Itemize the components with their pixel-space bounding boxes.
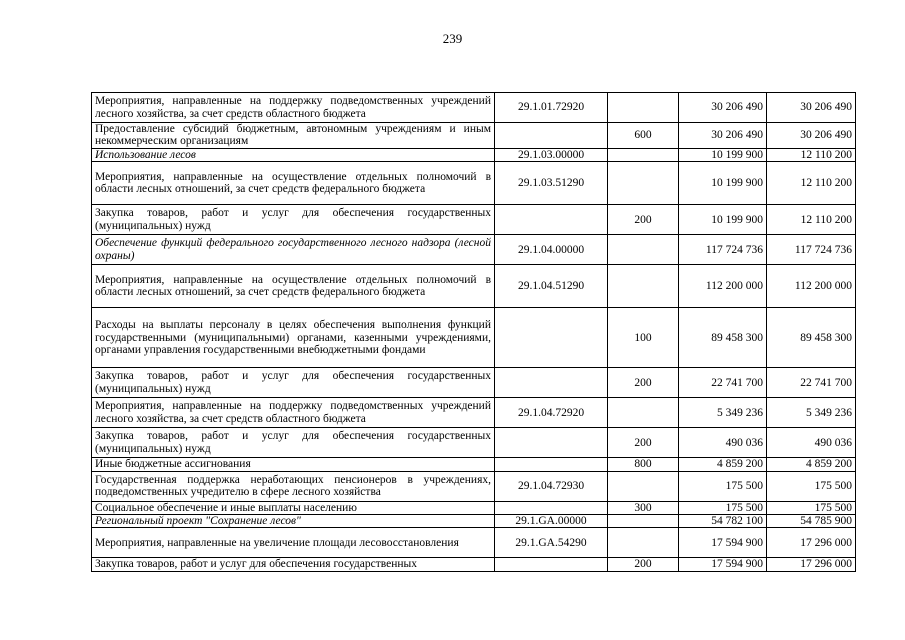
row-expense-type-cell [608, 162, 679, 205]
row-expense-type-cell: 300 [608, 501, 679, 514]
row-name-cell: Закупка товаров, работ и услуг для обеспечения государственных (муниципальных) нужд [92, 368, 495, 398]
row-amount-2-cell: 12 110 200 [767, 162, 856, 205]
row-amount-2-cell: 89 458 300 [767, 308, 856, 368]
row-amount-2-cell: 175 500 [767, 471, 856, 501]
row-name-cell: Иные бюджетные ассигнования [92, 458, 495, 471]
row-expense-type-cell [608, 235, 679, 265]
row-amount-2-cell: 4 859 200 [767, 458, 856, 471]
row-expense-type-cell: 200 [608, 205, 679, 235]
row-amount-1-cell: 10 199 900 [679, 148, 767, 161]
row-amount-1-cell: 30 206 490 [679, 93, 767, 123]
budget-table-body [92, 93, 856, 572]
row-name-cell: Мероприятия, направленные на увеличение площади лесовосстановления [92, 528, 495, 558]
row-code-cell [495, 123, 608, 149]
row-amount-1-cell: 112 200 000 [679, 265, 767, 308]
row-amount-1-cell: 175 500 [679, 501, 767, 514]
table-row [92, 308, 856, 368]
row-amount-2-cell: 490 036 [767, 428, 856, 458]
row-amount-1-cell: 54 782 100 [679, 515, 767, 528]
row-code-cell [495, 458, 608, 471]
row-amount-1-cell: 490 036 [679, 428, 767, 458]
table-row [92, 148, 856, 161]
table-row [92, 398, 856, 428]
table-row [92, 93, 856, 123]
table-row [92, 558, 856, 571]
row-code-cell [495, 501, 608, 514]
row-expense-type-cell [608, 528, 679, 558]
row-code-cell: 29.1.GA.54290 [495, 528, 608, 558]
table-row [92, 205, 856, 235]
row-expense-type-cell: 200 [608, 558, 679, 571]
row-code-cell: 29.1.03.00000 [495, 148, 608, 161]
row-amount-1-cell: 89 458 300 [679, 308, 767, 368]
row-amount-1-cell: 10 199 900 [679, 205, 767, 235]
row-name-cell: Мероприятия, направленные на поддержку подведомственных учреждений лесного хозяйства, за счет средств областного бюджета [92, 398, 495, 428]
row-code-cell: 29.1.03.51290 [495, 162, 608, 205]
budget-table [91, 92, 856, 572]
row-amount-2-cell: 30 206 490 [767, 93, 856, 123]
table-row [92, 471, 856, 501]
row-expense-type-cell [608, 471, 679, 501]
row-code-cell: 29.1.GA.00000 [495, 515, 608, 528]
row-code-cell: 29.1.04.72930 [495, 471, 608, 501]
row-amount-2-cell: 5 349 236 [767, 398, 856, 428]
row-amount-1-cell: 22 741 700 [679, 368, 767, 398]
row-name-cell: Мероприятия, направленные на поддержку подведомственных учреждений лесного хозяйства, за счет средств областного бюджета [92, 93, 495, 123]
row-amount-2-cell: 17 296 000 [767, 558, 856, 571]
row-name-cell: Использование лесов [92, 148, 495, 161]
table-row [92, 458, 856, 471]
row-amount-1-cell: 175 500 [679, 471, 767, 501]
row-name-cell: Региональный проект "Сохранение лесов" [92, 515, 495, 528]
row-expense-type-cell: 600 [608, 123, 679, 149]
table-row [92, 515, 856, 528]
row-expense-type-cell: 200 [608, 428, 679, 458]
row-name-cell: Мероприятия, направленные на осуществление отдельных полномочий в области лесных отношений, за счет средств федерального бюджета [92, 162, 495, 205]
table-row [92, 162, 856, 205]
row-amount-2-cell: 30 206 490 [767, 123, 856, 149]
row-amount-1-cell: 30 206 490 [679, 123, 767, 149]
row-code-cell: 29.1.04.72920 [495, 398, 608, 428]
page-number: 239 [442, 31, 463, 46]
row-name-cell: Обеспечение функций федерального государственного лесного надзора (лесной охраны) [92, 235, 495, 265]
row-name-cell: Государственная поддержка неработающих пенсионеров в учреждениях, подведомственных учредителю в сфере лесного хозяйства [92, 471, 495, 501]
row-expense-type-cell [608, 93, 679, 123]
row-amount-2-cell: 12 110 200 [767, 205, 856, 235]
row-name-cell: Закупка товаров, работ и услуг для обеспечения государственных (муниципальных) нужд [92, 205, 495, 235]
table-row [92, 235, 856, 265]
row-amount-2-cell: 117 724 736 [767, 235, 856, 265]
row-expense-type-cell [608, 515, 679, 528]
row-name-cell: Закупка товаров, работ и услуг для обеспечения государственных [92, 558, 495, 571]
row-expense-type-cell: 100 [608, 308, 679, 368]
row-amount-2-cell: 22 741 700 [767, 368, 856, 398]
row-name-cell: Расходы на выплаты персоналу в целях обеспечения выполнения функций государственными (муниципальными) органами, казенными учреждениями, органами управления государственными внебюджетными фондами [92, 308, 495, 368]
row-code-cell: 29.1.04.00000 [495, 235, 608, 265]
row-name-cell: Социальное обеспечение и иные выплаты населению [92, 501, 495, 514]
row-amount-2-cell: 12 110 200 [767, 148, 856, 161]
row-code-cell [495, 558, 608, 571]
table-row [92, 265, 856, 308]
row-amount-1-cell: 4 859 200 [679, 458, 767, 471]
row-amount-1-cell: 5 349 236 [679, 398, 767, 428]
row-code-cell [495, 368, 608, 398]
row-expense-type-cell [608, 265, 679, 308]
row-code-cell [495, 428, 608, 458]
row-expense-type-cell: 800 [608, 458, 679, 471]
row-expense-type-cell [608, 398, 679, 428]
row-expense-type-cell: 200 [608, 368, 679, 398]
row-amount-2-cell: 17 296 000 [767, 528, 856, 558]
row-code-cell: 29.1.01.72920 [495, 93, 608, 123]
table-row [92, 501, 856, 514]
row-amount-2-cell: 175 500 [767, 501, 856, 514]
row-amount-1-cell: 17 594 900 [679, 558, 767, 571]
row-code-cell [495, 308, 608, 368]
table-row [92, 368, 856, 398]
row-code-cell: 29.1.04.51290 [495, 265, 608, 308]
row-amount-2-cell: 112 200 000 [767, 265, 856, 308]
row-name-cell: Мероприятия, направленные на осуществление отдельных полномочий в области лесных отношений, за счет средств федерального бюджета [92, 265, 495, 308]
row-name-cell: Закупка товаров, работ и услуг для обеспечения государственных (муниципальных) нужд [92, 428, 495, 458]
row-expense-type-cell [608, 148, 679, 161]
table-row [92, 528, 856, 558]
row-amount-1-cell: 10 199 900 [679, 162, 767, 205]
row-amount-2-cell: 54 785 900 [767, 515, 856, 528]
row-amount-1-cell: 117 724 736 [679, 235, 767, 265]
table-row [92, 123, 856, 149]
row-amount-1-cell: 17 594 900 [679, 528, 767, 558]
table-row [92, 428, 856, 458]
row-name-cell: Предоставление субсидий бюджетным, автономным учреждениям и иным некоммерческим организациям [92, 123, 495, 149]
row-code-cell [495, 205, 608, 235]
